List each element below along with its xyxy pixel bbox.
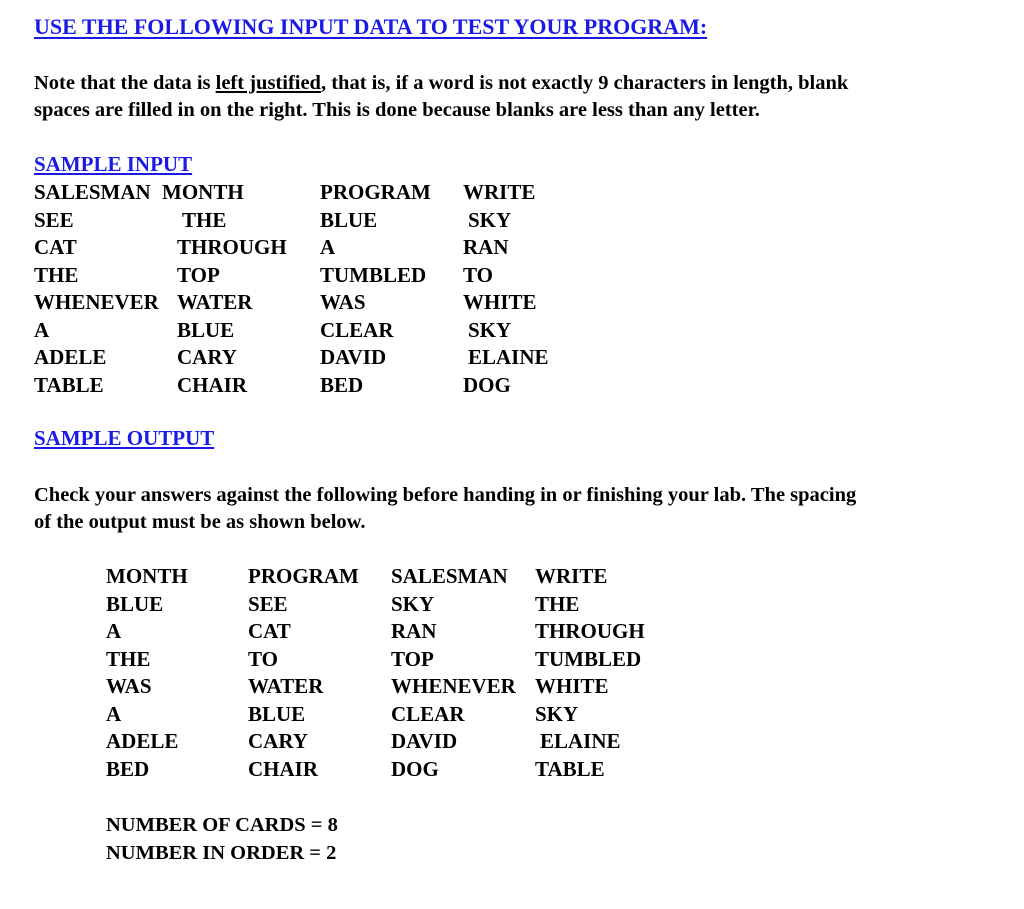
output-word-cell: SEE [248,591,288,616]
output-word-cell: THROUGH [535,619,645,643]
output-word-cell: RAN [391,619,437,643]
input-word-cell: SKY [468,207,512,232]
input-word-cell: MONTH [162,180,244,204]
input-word-cell: SKY [468,317,512,342]
input-word-cell: WAS [320,290,366,314]
input-word-cell: ADELE [34,345,107,369]
sample-output-label: SAMPLE OUTPUT [34,426,215,450]
output-word-cell: THE [535,591,580,616]
input-word-cell: THE [34,262,79,287]
output-word-cell: SKY [391,591,435,616]
input-word-cell: A [34,317,50,342]
input-word-cell: WHENEVER [34,290,159,314]
input-word-cell: BED [320,372,364,397]
output-word-cell: CAT [248,619,291,643]
input-word-cell: THE [182,207,227,232]
output-word-cell: WHITE [535,674,609,698]
output-word-cell: TO [248,646,278,671]
note-underlined-term: left justified [215,72,321,94]
page-heading: USE THE FOLLOWING INPUT DATA TO TEST YOUR PROGRAM: [34,14,708,39]
input-word-cell: CHAIR [177,372,248,397]
output-word-cell: PROGRAM [248,564,359,588]
output-word-cell: THE [106,646,151,671]
note-prefix: Note that the data is [34,72,216,94]
input-word-cell: CARY [177,345,237,369]
input-word-cell: A [320,235,336,259]
output-word-cell: CHAIR [248,756,319,781]
output-word-cell: DAVID [391,729,458,753]
input-word-cell: DAVID [320,345,387,369]
output-word-cell: WATER [248,674,324,698]
note-line-2: spaces are filled in on the right. This is done because blanks are less than any letter. [34,99,760,121]
output-word-cell: DOG [391,756,439,781]
input-word-cell: BLUE [320,207,378,232]
input-word-cell: WRITE [463,180,536,204]
input-word-cell: RAN [463,235,509,259]
input-word-cell: TO [463,262,493,287]
output-word-cell: ADELE [106,729,179,753]
input-word-cell: TOP [177,262,220,287]
note-suffix: , that is, if a word is not exactly 9 characters in length, blank [320,72,849,94]
input-word-cell: CAT [34,235,77,259]
output-word-cell: WAS [106,674,152,698]
input-word-cell: DOG [463,372,511,397]
input-word-cell: WATER [177,290,253,314]
output-word-cell: MONTH [106,564,188,588]
number-in-order: NUMBER IN ORDER = 2 [106,841,337,864]
output-word-cell: SALESMAN [391,564,508,588]
output-word-cell: BLUE [106,591,164,616]
note-line-1 [34,70,848,97]
input-word-cell: PROGRAM [320,180,431,204]
output-word-cell: WRITE [535,564,608,588]
input-word-cell: CLEAR [320,317,394,342]
input-word-cell: THROUGH [177,235,287,259]
output-word-cell: CARY [248,729,308,753]
output-word-cell: WHENEVER [391,674,516,698]
input-word-cell: BLUE [177,317,235,342]
output-word-cell: SKY [535,701,579,726]
output-word-cell: CLEAR [391,701,465,726]
output-word-cell: BED [106,756,150,781]
output-instruction-line-1: Check your answers against the following before handing in or finishing your lab. The spacing [34,484,857,506]
output-word-cell: TUMBLED [535,646,642,671]
output-word-cell: ELAINE [540,729,621,753]
output-word-cell: A [106,701,122,726]
output-word-cell: BLUE [248,701,306,726]
output-word-cell: TABLE [535,756,605,781]
input-word-cell: TUMBLED [320,262,427,287]
output-word-cell: TOP [391,646,434,671]
input-word-cell: SEE [34,207,74,232]
input-word-cell: TABLE [34,372,104,397]
output-word-cell: A [106,619,122,643]
output-instruction-line-2: of the output must be as shown below. [34,511,366,533]
input-word-cell: SALESMAN [34,180,151,204]
summary-counts [106,812,338,867]
input-word-cell: WHITE [463,290,537,314]
sample-input-label: SAMPLE INPUT [34,152,193,176]
input-word-cell: ELAINE [468,345,549,369]
number-of-cards: NUMBER OF CARDS = 8 [106,814,338,836]
